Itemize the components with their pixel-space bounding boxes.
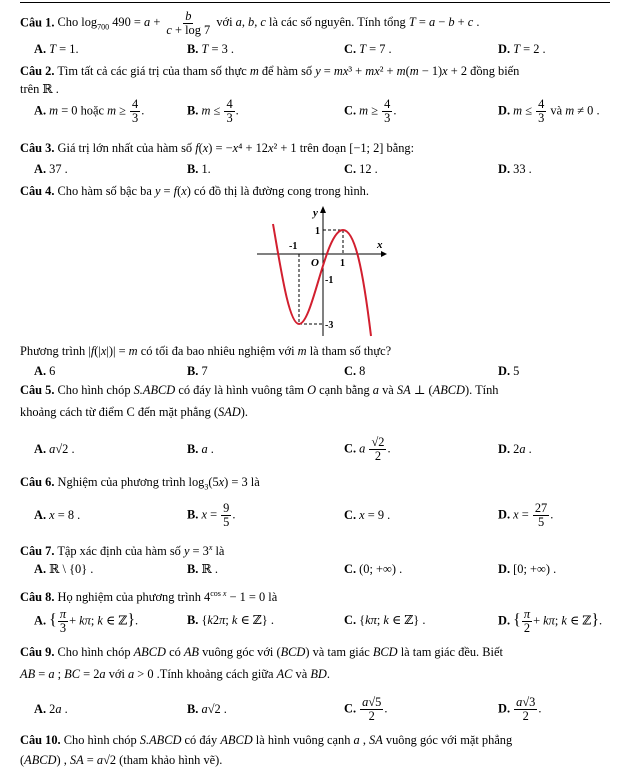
question-text: Tìm tất cả các giá trị của tham số thực m để hàm số y = mx³ + mx² + m(m − 1)x + 2 đồng biến	[57, 64, 520, 78]
question-text: Cho $\log_{700} 490 = a$ + $\frac{b}{c + \log 7}$ với a, b, c là các số nguyên. Tính tổng T = a − b + c .	[57, 9, 480, 37]
label-neg1-y: -1	[325, 275, 334, 286]
question-4-prompt: Phương trình |f(|x|)| = m có tối đa bao nhiêu nghiệm với m là tham số thực?	[20, 344, 392, 358]
question-text: Cho hình chóp ABCD có AB vuông góc với (BCD) và tam giác BCD là tam giác đều. Biết	[57, 645, 503, 659]
question-label: Câu 6.	[20, 475, 55, 489]
option-d[interactable]: D. $\frac{a√3}{2}$ .	[498, 695, 542, 723]
question-5	[20, 383, 499, 398]
question-text: Cho hàm số bậc ba y = f(x) có đồ thị là đường cong trong hình.	[57, 184, 369, 198]
option-b[interactable]: B. a√2 .	[187, 702, 227, 716]
option-c[interactable]: C. m ≥ $\frac{4}{3}$ .	[344, 97, 397, 125]
question-2	[20, 64, 519, 79]
option-b[interactable]: B. x = $\frac{9}{5}$ .	[187, 501, 236, 529]
option-a[interactable]: A. m = 0 hoặc m ≥ $\frac{4}{3}$ .	[34, 97, 145, 125]
question-label: Câu 4.	[20, 184, 55, 198]
option-a[interactable]: A. 37 .	[34, 162, 68, 176]
label-origin: O	[311, 257, 319, 269]
option-c[interactable]: C. T = 7 .	[344, 42, 392, 56]
label-neg3: -3	[325, 320, 334, 331]
option-b[interactable]: B. T = 3 .	[187, 42, 234, 56]
option-b[interactable]: B. 1.	[187, 162, 211, 176]
label-x: x	[377, 239, 383, 251]
option-a[interactable]: A. 2a .	[34, 702, 68, 716]
option-d[interactable]: D. 5	[498, 364, 520, 378]
option-d[interactable]: D. { $\frac{\pi}{2}$ + kπ; k ∈ ℤ}.	[498, 607, 603, 635]
option-a[interactable]: A. a√2 .	[34, 442, 75, 456]
option-c[interactable]: C. {kπ; k ∈ ℤ} .	[344, 613, 426, 627]
question-2-cont: trên ℝ .	[20, 82, 59, 96]
question-9-cont: AB = a ; BC = 2a với a > 0 .Tính khoảng cách giữa AC và BD.	[20, 667, 330, 681]
question-label: Câu 7.	[20, 544, 55, 559]
option-d[interactable]: D. 33 .	[498, 162, 532, 176]
question-6	[20, 475, 260, 494]
question-label: Câu 3.	[20, 141, 55, 155]
option-c[interactable]: C. a $\frac{√2}{2}$ .	[344, 435, 391, 463]
top-rule	[20, 2, 610, 3]
question-label: Câu 2.	[20, 64, 55, 78]
option-c[interactable]: C. (0; +∞) .	[344, 562, 403, 576]
question-1	[20, 10, 479, 37]
question-9	[20, 645, 503, 660]
cubic-curve	[273, 224, 371, 336]
question-10-cont: (ABCD) , SA = a√2 (tham khảo hình vẽ).	[20, 753, 223, 767]
option-d[interactable]: D. x = $\frac{27}{5}$ .	[498, 501, 554, 529]
question-text: Cho hình chóp S.ABCD có đáy là hình vuông tâm O cạnh bằng a và SA ⊥ (ABCD). Tính	[57, 383, 499, 397]
question-label: Câu 5.	[20, 383, 55, 397]
question-5-cont: khoảng cách từ điểm C đến mặt phẳng (SAD).	[20, 405, 248, 419]
option-d[interactable]: D. m ≤ $\frac{4}{3}$ và m ≠ 0 .	[498, 97, 600, 125]
question-label: Câu 8.	[20, 590, 55, 605]
x-axis-arrow	[381, 251, 387, 257]
label-neg1-x: -1	[289, 241, 298, 252]
option-a[interactable]: A. x = 8 .	[34, 508, 81, 522]
question-label: Câu 9.	[20, 645, 55, 659]
option-c[interactable]: C. 8	[344, 364, 366, 378]
label-y: y	[313, 207, 318, 219]
question-text: Nghiệm của phương trình $\log_3(5x) = 3$ là	[57, 475, 260, 492]
option-d[interactable]: D. 2a .	[498, 442, 532, 456]
question-7	[20, 540, 224, 559]
option-c[interactable]: C. 12 .	[344, 162, 378, 176]
y-axis-arrow	[320, 206, 326, 213]
label-one-x: 1	[340, 258, 345, 269]
option-b[interactable]: B. 7	[187, 364, 208, 378]
question-text: Cho hình chóp S.ABCD có đáy ABCD là hình vuông cạnh a , SA vuông góc với mặt phẳng	[63, 733, 513, 747]
label-one-y: 1	[315, 226, 320, 237]
option-d[interactable]: D. [0; +∞) .	[498, 562, 557, 576]
question-text: Tập xác định của hàm số $y = 3^x$ là	[57, 543, 225, 559]
question-label: Câu 10.	[20, 733, 61, 747]
question-4	[20, 184, 369, 199]
question-8	[20, 586, 277, 605]
option-d[interactable]: D. T = 2 .	[498, 42, 546, 56]
question-3	[20, 141, 414, 156]
question-label: Câu 1.	[20, 15, 55, 30]
option-b[interactable]: B. m ≤ $\frac{4}{3}$ .	[187, 97, 239, 125]
cubic-graph-figure	[255, 200, 395, 340]
option-a[interactable]: A. { $\frac{\pi}{3}$ + kπ; k ∈ ℤ}.	[34, 607, 139, 635]
option-b[interactable]: B. {k2π; k ∈ ℤ} .	[187, 613, 274, 627]
option-a[interactable]: A. T = 1.	[34, 42, 79, 56]
option-a[interactable]: A. ℝ \ {0} .	[34, 562, 94, 576]
option-b[interactable]: B. ℝ .	[187, 562, 218, 576]
question-10	[20, 733, 512, 748]
option-c[interactable]: C. x = 9 .	[344, 508, 391, 522]
question-text: Họ nghiệm của phương trình $4^{cos x} - 1 = 0$ là	[57, 589, 278, 605]
question-text: Giá trị lớn nhất của hàm số f(x) = −x⁴ + 12x² + 1 trên đoạn [−1; 2] bằng:	[57, 141, 415, 155]
option-a[interactable]: A. 6	[34, 364, 56, 378]
option-b[interactable]: B. a .	[187, 442, 214, 456]
option-c[interactable]: C. $\frac{a√5}{2}$ .	[344, 695, 388, 723]
